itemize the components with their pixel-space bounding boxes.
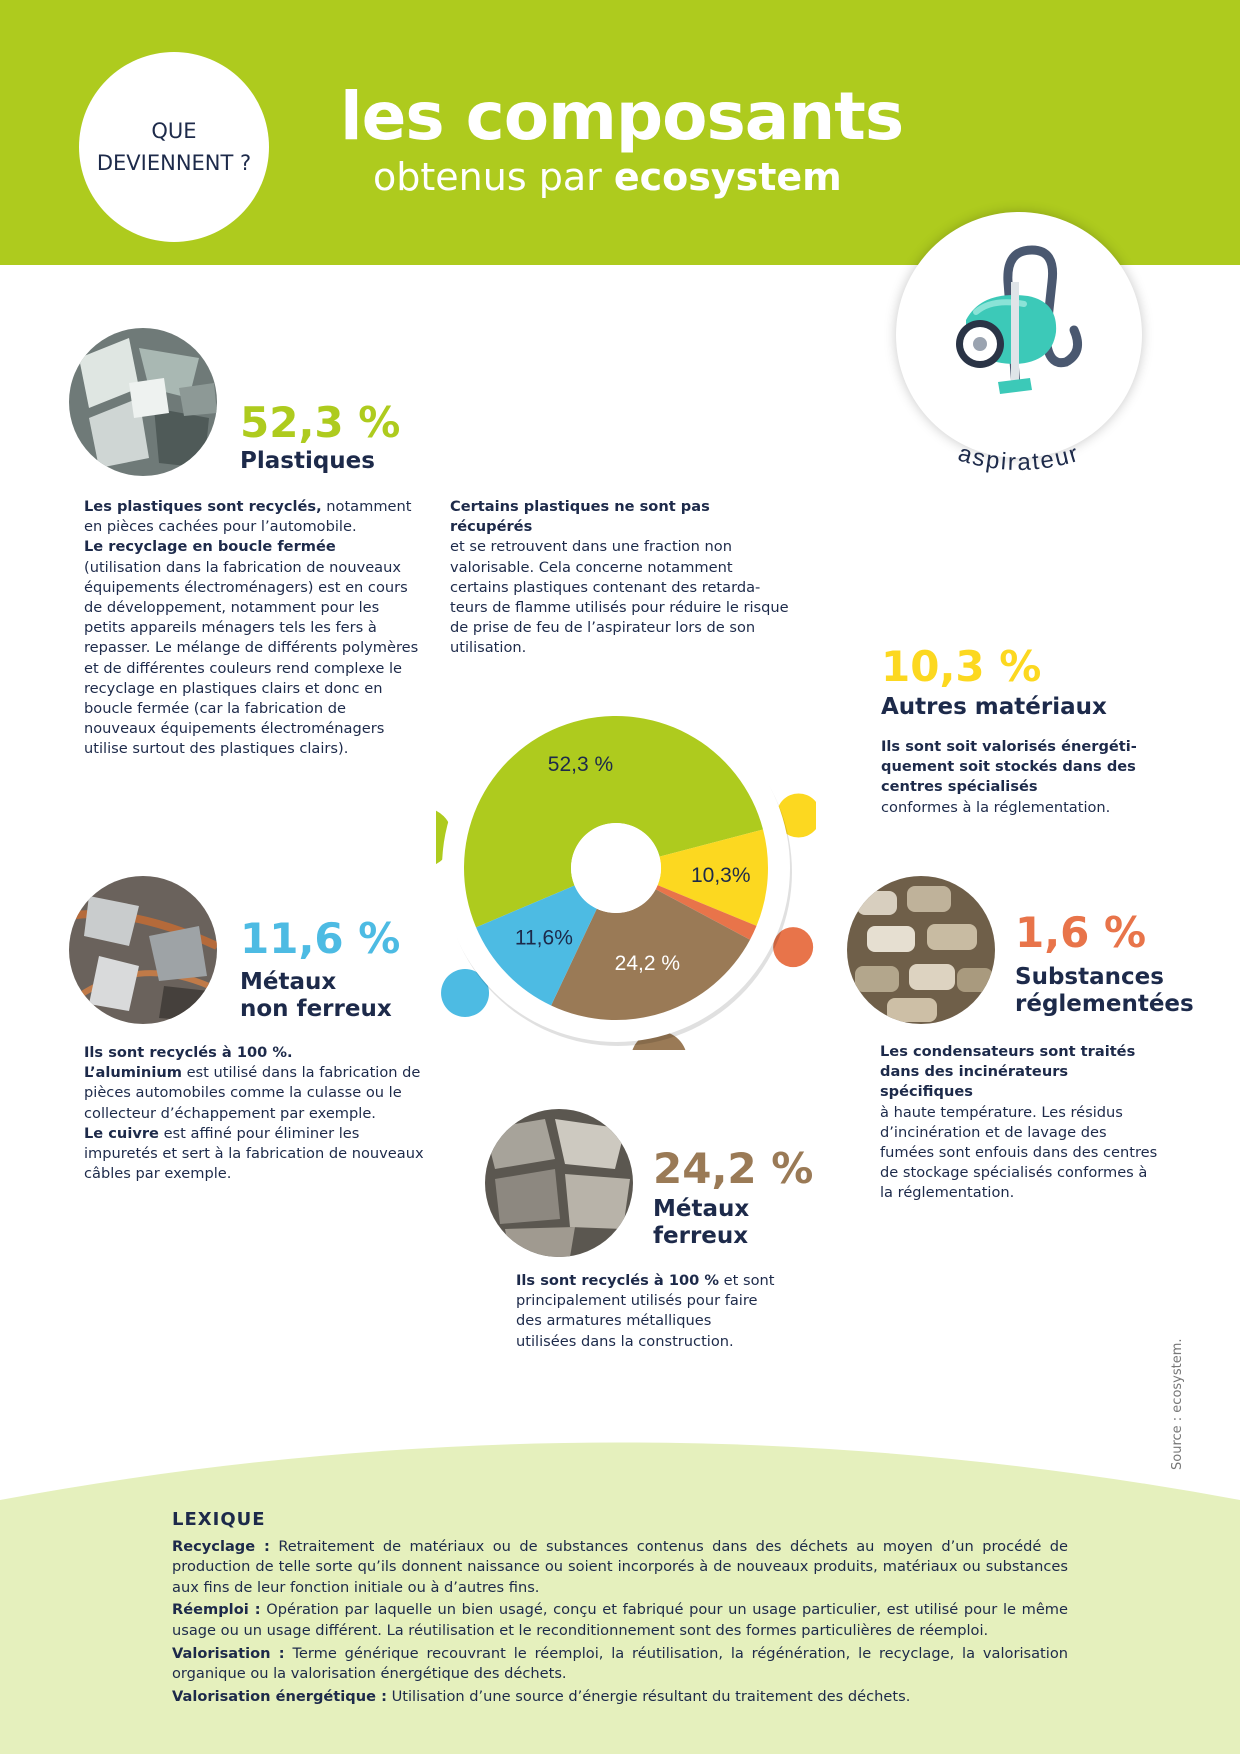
ferrous-text: et sont principalement utilisés pour faire des armatures métalliques utilisées dans la construction. (516, 1272, 775, 1350)
lexique-definition: Opération par laquelle un bien usagé, conçu et fabriqué pour un usage particulier, est utilisé pour le même usage ou un usage différent. La réutilisation et le reconditionnement sont des formes particulières de réemploi. (172, 1601, 1068, 1639)
autres-title: Autres matériaux (881, 694, 1107, 720)
plastics-c-bold: Certains plastiques ne sont pas récupérés (450, 498, 710, 536)
lexique (172, 1510, 1068, 1709)
non-ferrous-title-l2: non ferreux (240, 996, 392, 1022)
lexique-definition: Retraitement de matériaux ou de substances contenus dans des déchets au moyen d’un procédé de production de telle sorte qu’ils donnent naissance ou soient incorporés à de nouveaux produits, matériaux ou substances aux fins de leur fonction initiale ou à d’autres fins. (172, 1537, 1069, 1596)
lexique-term: Réemploi : (172, 1601, 261, 1619)
substances-title-l2: réglementées (1015, 991, 1194, 1017)
composition-chart (436, 690, 816, 1050)
substances-description (880, 1042, 1160, 1204)
substances-percent: 1,6 % (1015, 908, 1147, 957)
svg-text:aspirateur (955, 440, 1083, 476)
non-ferrous-percent: 11,6 % (240, 914, 401, 963)
plastics-title: Plastiques (240, 448, 375, 474)
source-note: Source : ecosystem. (1170, 1338, 1185, 1470)
que-deviennent-badge (79, 52, 269, 242)
autres-description (881, 737, 1141, 818)
plastics-p2-bold: Le recyclage en boucle fermée (84, 538, 336, 556)
non-ferrous-photo (69, 876, 217, 1024)
plastics-percent: 52,3 % (240, 398, 401, 447)
non-ferrous-p1-bold: Ils sont recyclés à 100 %. (84, 1044, 293, 1061)
autres-bold: Ils sont soit valorisés énergéti-quement soit stockés dans des centres spécialisés (881, 738, 1137, 796)
plastics-p2-text: (utilisation dans la fabrication de nouveaux équipements électroménagers) est en cours de développement, notamment pour les petits appareils ménagers tels les fers à repasser. Le mélange de différents polymères et de différentes couleurs rend complexe le recyclage en plastiques clairs et donc en boucle fermée (car la fabrication de nouveaux équipements électroménagers utilise surtout des plastiques clairs). (84, 558, 419, 758)
plastics-p1-bold: Les plastiques sont recyclés, (84, 498, 322, 515)
appliance-badge (896, 212, 1142, 458)
lexique-entry (172, 1600, 1068, 1641)
non-ferrous-description (84, 1043, 434, 1184)
plastics-description (84, 497, 420, 760)
donut-label: 52,3 % (547, 752, 614, 776)
substances-title-l1: Substances (1015, 964, 1164, 990)
substances-title (1015, 964, 1194, 1018)
donut-svg (436, 690, 816, 1050)
non-ferrous-p3-text: est affiné pour éliminer les impuretés et sert à la fabrication de nouveaux câbles par exemple. (84, 1124, 424, 1183)
lexique-term: Valorisation énergétique : (172, 1687, 387, 1705)
lexique-entry (172, 1687, 1068, 1708)
autres-percent: 10,3 % (881, 642, 1042, 691)
non-ferrous-title-l1: Métaux (240, 969, 337, 995)
donut-label: 10,3% (690, 864, 751, 888)
page-title: les composants (340, 78, 904, 155)
autres-text: conformes à la réglementation. (881, 798, 1111, 816)
donut-hole (571, 823, 661, 913)
ferrous-description (516, 1271, 776, 1352)
plastics-c-text: et se retrouvent dans une fraction non valorisable. Cela concerne notamment certains plastiques contenant des retarda-teurs de flamme utilisés pour réduire le risque de prise de feu de l’aspirateur lors de son utilisation. (450, 538, 789, 657)
donut-label: 24,2 % (614, 951, 681, 975)
ferrous-photo (485, 1109, 633, 1257)
lexique-term: Recyclage : (172, 1537, 270, 1555)
ferrous-percent: 24,2 % (653, 1144, 814, 1193)
plastics-p1-text: notamment en pièces cachées pour l’automobile. (84, 498, 412, 536)
appliance-name: aspirateur (955, 440, 1084, 477)
lexique-entry (172, 1644, 1068, 1685)
lexique-term: Valorisation : (172, 1644, 285, 1662)
badge-line-1: QUE (151, 119, 197, 143)
capacitors-photo (847, 876, 995, 1024)
appliance-label (896, 440, 1142, 510)
ferrous-bold: Ils sont recyclés à 100 % (516, 1272, 720, 1289)
ferrous-title-l2: ferreux (653, 1223, 749, 1249)
page-subtitle (373, 155, 973, 199)
non-ferrous-p2-text: est utilisé dans la fabrication de pièces automobiles comme la culasse ou le collecteur d’échappement par exemple. (84, 1064, 421, 1122)
lexique-entry (172, 1537, 1068, 1599)
non-ferrous-p2-bold: L’aluminium (84, 1064, 182, 1082)
plastics-non-recovered (450, 497, 790, 659)
plastics-photo (69, 328, 217, 476)
lexique-title: LEXIQUE (172, 1509, 266, 1530)
non-ferrous-title (240, 969, 392, 1023)
subtitle-prefix: obtenus par (373, 155, 614, 199)
substances-text: à haute température. Les résidus d’incinération et de lavage des fumées sont enfouis dans des centres de stockage spécialisés conformes à la réglementation. (880, 1103, 1158, 1202)
vacuum-cleaner-icon (896, 212, 1142, 458)
lexique-definition: Terme générique recouvrant le réemploi, la réutilisation, la régénération, le recyclage, la valorisation organique ou la valorisation énergétique des déchets. (172, 1644, 1069, 1683)
lexique-definition: Utilisation d’une source d’énergie résultant du traitement des déchets. (386, 1687, 911, 1705)
substances-bold: Les condensateurs sont traités dans des incinérateurs spécifiques (880, 1043, 1136, 1101)
subtitle-brand: ecosystem (613, 155, 842, 199)
ferrous-title (653, 1196, 749, 1250)
ferrous-title-l1: Métaux (653, 1196, 750, 1222)
badge-line-2: DEVIENNENT ? (96, 151, 252, 175)
non-ferrous-p3-bold: Le cuivre (84, 1124, 159, 1142)
donut-label: 11,6% (514, 926, 573, 950)
